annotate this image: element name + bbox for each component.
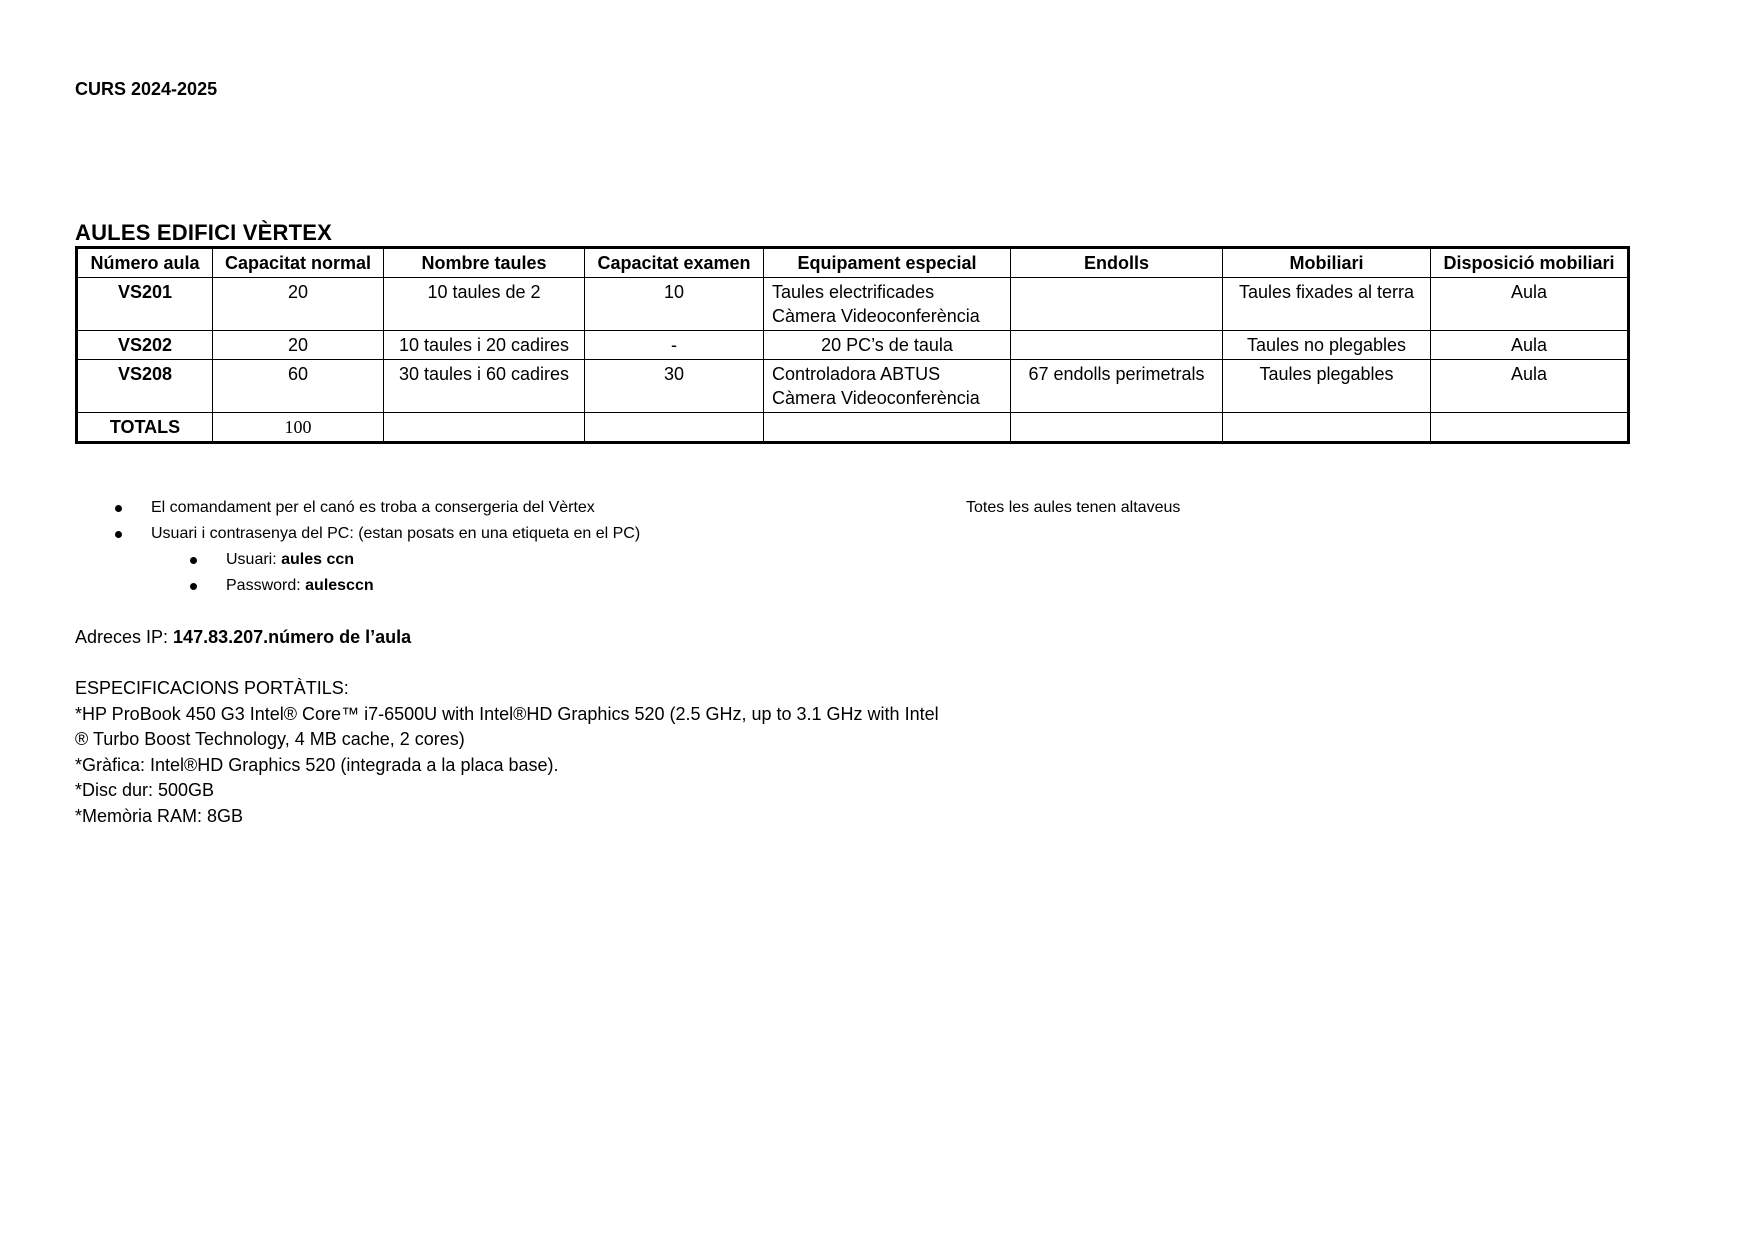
furniture: Taules fixades al terra: [1223, 278, 1431, 331]
table-header-row: [77, 248, 1629, 278]
header-furniture: Mobiliari: [1223, 248, 1431, 278]
specs-title: ESPECIFICACIONS PORTÀTILS:: [75, 678, 349, 698]
spec-line: *Memòria RAM: 8GB: [75, 805, 244, 826]
totals-empty-cell: [1431, 413, 1629, 443]
exam-capacity: 30: [585, 360, 764, 413]
totals-empty-cell: [585, 413, 764, 443]
normal-capacity: 20: [213, 331, 384, 360]
furniture-layout: Aula: [1431, 331, 1629, 360]
note-projector: El comandament per el canó es troba a consergeria del Vèrtex: [75, 495, 640, 521]
user-value: aules ccn: [281, 551, 355, 568]
header-normal-capacity: Capacitat normal: [213, 248, 384, 278]
table-row: [77, 278, 1629, 331]
ip-addresses: [75, 624, 411, 650]
special-equipment: 20 PC’s de taula: [764, 331, 1011, 360]
spec-line: *Disc dur: 500GB: [75, 780, 215, 800]
password-value: aulesccn: [305, 577, 374, 594]
laptop-specs: [75, 676, 939, 829]
sockets: [1011, 278, 1223, 331]
ip-label: Adreces IP:: [75, 627, 174, 647]
course-year: CURS 2024-2025: [75, 79, 218, 99]
furniture-layout: Aula: [1431, 278, 1629, 331]
ip-value: 147.83.207.número de l’aula: [173, 627, 412, 647]
notes-list: [75, 495, 640, 599]
room-number: VS208: [77, 360, 213, 413]
special-equipment: [764, 360, 1011, 413]
equipment-line: Controladora ABTUS: [772, 364, 941, 384]
equipment-line: Càmera Videoconferència: [772, 306, 980, 326]
header-furniture-layout: Disposició mobiliari: [1431, 248, 1629, 278]
room-number: VS201: [77, 278, 213, 331]
furniture-layout: Aula: [1431, 360, 1629, 413]
sockets: [1011, 331, 1223, 360]
spec-line: *Gràfica: Intel®HD Graphics 520 (integrada a la placa base).: [75, 754, 559, 775]
table-count: 10 taules i 20 cadires: [384, 331, 585, 360]
note-speakers: Totes les aules tenen altaveus: [966, 499, 1181, 516]
table-row: [77, 360, 1629, 413]
furniture: Taules no plegables: [1223, 331, 1431, 360]
header-room-number: Número aula: [77, 248, 213, 278]
exam-capacity: 10: [585, 278, 764, 331]
totals-empty-cell: [1223, 413, 1431, 443]
table-count: 10 taules de 2: [384, 278, 585, 331]
header-special-equipment: Equipament especial: [764, 248, 1011, 278]
spec-line: *HP ProBook 450 G3 Intel® Core™ i7-6500U with Intel®HD Graphics 520 (2.5 GHz, up to 3.1 GHz with Intel: [75, 703, 939, 724]
password-label: Password:: [226, 577, 306, 594]
totals-row: [77, 413, 1629, 443]
table-count: 30 taules i 60 cadires: [384, 360, 585, 413]
equipment-line: Taules electrificades: [772, 282, 935, 302]
special-equipment: [764, 278, 1011, 331]
rooms-table: [75, 246, 1630, 444]
note-user: [75, 547, 640, 573]
sockets: 67 endolls perimetrals: [1011, 360, 1223, 413]
section-title: AULES EDIFICI VÈRTEX: [75, 220, 333, 245]
normal-capacity: 20: [213, 278, 384, 331]
header-sockets: Endolls: [1011, 248, 1223, 278]
normal-capacity: 60: [213, 360, 384, 413]
table-row: [77, 331, 1629, 360]
user-label: Usuari:: [226, 551, 282, 568]
exam-capacity: -: [585, 331, 764, 360]
note-password: [75, 573, 640, 599]
totals-label: TOTALS: [77, 413, 213, 443]
totals-empty-cell: [384, 413, 585, 443]
totals-empty-cell: [764, 413, 1011, 443]
room-number: VS202: [77, 331, 213, 360]
equipment-line: Càmera Videoconferència: [772, 388, 980, 408]
furniture: Taules plegables: [1223, 360, 1431, 413]
totals-capacity: 100: [213, 413, 384, 443]
spec-line: ® Turbo Boost Technology, 4 MB cache, 2 cores): [75, 729, 465, 749]
note-pc-credentials: Usuari i contrasenya del PC: (estan posats en una etiqueta en el PC): [75, 521, 640, 547]
header-exam-capacity: Capacitat examen: [585, 248, 764, 278]
totals-empty-cell: [1011, 413, 1223, 443]
header-table-count: Nombre taules: [384, 248, 585, 278]
